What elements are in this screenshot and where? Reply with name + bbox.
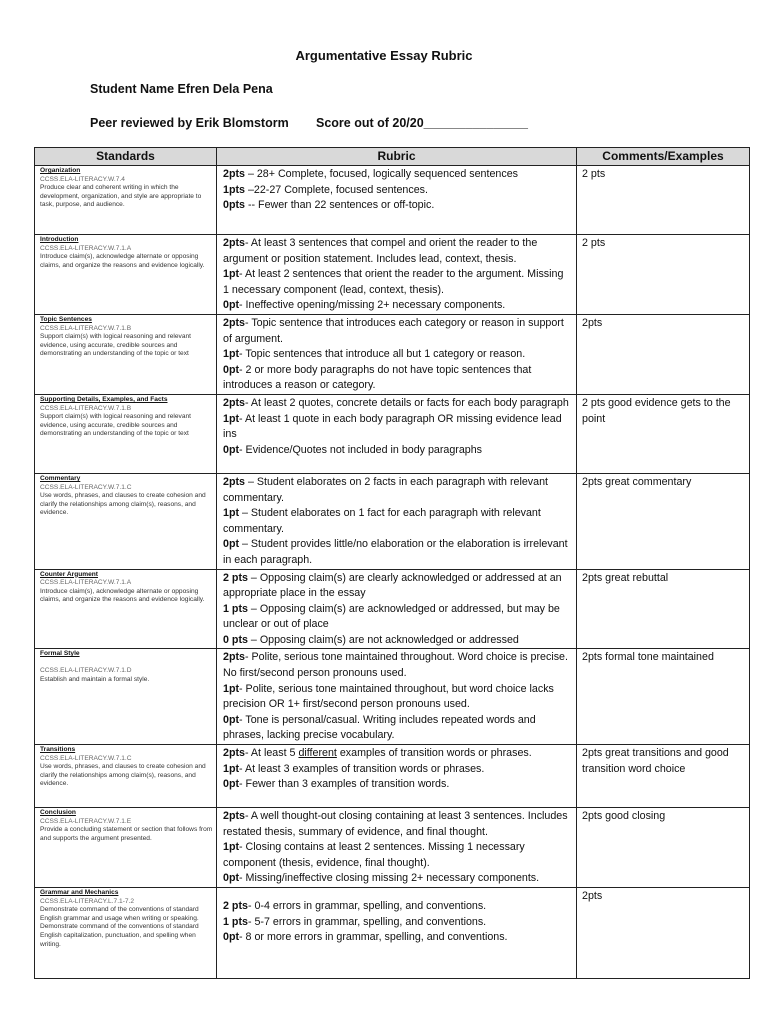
table-row xyxy=(35,473,750,569)
comment-text: 2pts formal tone maintained xyxy=(582,651,714,664)
rubric-cell xyxy=(217,745,577,808)
table-row xyxy=(35,394,750,473)
rubric-cell xyxy=(217,235,577,315)
rubric-line: 2pts – 28+ Complete, focused, logically sequenced sentences xyxy=(223,168,518,180)
rubric-line: 0pt- Tone is personal/casual. Writing includes repeated words and phrases, lacking precise vocabulary. xyxy=(223,713,536,742)
standard-title: Supporting Details, Examples, and Facts xyxy=(40,395,168,403)
standard-cell xyxy=(35,235,217,315)
comment-text: 2pts good closing xyxy=(582,810,666,823)
rubric-line: 2pts- At least 5 different examples of transition words or phrases. xyxy=(223,747,532,760)
standard-title: Introduction xyxy=(40,236,79,243)
rubric-line: 1pt – Student elaborates on 1 fact for each paragraph with relevant commentary. xyxy=(223,507,541,535)
standard-title: Organization xyxy=(40,167,81,174)
comment-cell xyxy=(577,166,750,235)
rubric-line: 0pt- Missing/ineffective closing missing 2+ necessary components. xyxy=(223,872,540,885)
rubric-line: 1pt- At least 1 quote in each body paragraph OR missing evidence lead ins xyxy=(223,412,562,441)
rubric-cell xyxy=(217,314,577,394)
standard-title: Formal Style xyxy=(40,650,80,658)
rubric-line: 2 pts – Opposing claim(s) are clearly acknowledged or addressed at an appropriate place in the essay xyxy=(223,571,562,600)
standard-text: Support claim(s) with logical reasoning and relevant evidence, using accurate, credible sources and demonstrating an understanding of the topic or text xyxy=(40,333,191,358)
rubric-cell xyxy=(217,649,577,745)
rubric-line: 1pt- At least 3 examples of transition words or phrases. xyxy=(223,762,485,775)
standard-text: Support claim(s) with logical reasoning and relevant evidence, using accurate, credible sources and demonstrating an understanding of the topic or text xyxy=(40,413,191,438)
rubric-cell xyxy=(217,808,577,888)
standard-cell xyxy=(35,394,217,473)
comment-cell xyxy=(577,314,750,394)
standard-text: Use words, phrases, and clauses to create cohesion and clarify the relationships among claim(s), reasons, and evidence. xyxy=(40,492,206,517)
rubric-line: 0pt- 8 or more errors in grammar, spelling, and conventions. xyxy=(223,931,508,944)
standard-cell xyxy=(35,888,217,979)
standard-code: CCSS.ELA-LITERACY.W.7.1.A xyxy=(40,579,132,587)
standard-title: Transitions xyxy=(40,746,76,754)
peer-reviewer: Peer reviewed by Erik Blomstorm xyxy=(90,116,289,130)
comment-text: 2pts great transitions and good transition word choice xyxy=(582,747,729,775)
standard-text: Provide a concluding statement or section that follows from and supports the argument presented. xyxy=(40,826,213,842)
table-row xyxy=(35,166,750,235)
rubric-line: 0pt- Ineffective opening/missing 2+ necessary components. xyxy=(223,299,506,312)
header-standards: Standards xyxy=(35,148,217,166)
table-row xyxy=(35,569,750,649)
comment-cell xyxy=(577,888,750,979)
standard-text: Demonstrate command of the conventions of standard English capitalization, punctuation, and spelling when writing. xyxy=(40,923,199,948)
peer-review-line xyxy=(90,116,528,130)
standard-cell xyxy=(35,649,217,745)
standard-code: CCSS.ELA-LITERACY.W.7.1.E xyxy=(40,817,132,825)
comment-text: 2pts xyxy=(582,316,603,329)
rubric-line: 2pts – Student elaborates on 2 facts in each paragraph with relevant commentary. xyxy=(223,475,548,504)
standard-cell xyxy=(35,314,217,394)
standard-title: Conclusion xyxy=(40,809,76,817)
rubric-line: 0pt- Evidence/Quotes not included in body paragraphs xyxy=(223,443,483,456)
rubric-line: 0pt- 2 or more body paragraphs do not have topic sentences that introduces a reason or category. xyxy=(223,363,532,392)
standard-title: Counter Argument xyxy=(40,570,98,578)
standard-cell xyxy=(35,745,217,808)
standard-title: Topic Sentences xyxy=(40,315,92,323)
standard-cell xyxy=(35,808,217,888)
standard-code: CCSS.ELA-LITERACY.W.7.1.B xyxy=(40,324,132,332)
standard-text: Introduce claim(s), acknowledge alternate or opposing claims, and organize the reasons and evidence logically. xyxy=(40,587,205,604)
rubric-line: 2pts- Polite, serious tone maintained throughout. Word choice is precise. No first/second person pronouns used. xyxy=(223,651,568,680)
comment-text: 2 pts xyxy=(582,168,606,180)
rubric-line: 1pt- Topic sentences that introduce all but 1 category or reason. xyxy=(223,348,526,361)
table-row xyxy=(35,808,750,888)
standard-text: Demonstrate command of the conventions of standard English grammar and usage when writing or speaking. xyxy=(40,906,199,922)
standard-code: CCSS.ELA-LITERACY.W.7.1.C xyxy=(40,483,132,491)
comment-text: 2pts xyxy=(582,890,603,902)
rubric-cell xyxy=(217,394,577,473)
comment-text: 2 pts xyxy=(582,237,606,249)
rubric-line: 2pts- At least 3 sentences that compel and orient the reader to the argument or position statement. Includes lead, context, thesis. xyxy=(223,237,538,265)
student-name-line: Student Name Efren Dela Pena xyxy=(90,82,273,96)
rubric-line: 1pt- At least 2 sentences that orient the reader to the argument. Missing 1 necessary component (lead, context, thesis). xyxy=(223,268,564,296)
table-row xyxy=(35,235,750,315)
standard-cell xyxy=(35,166,217,235)
rubric-line: 1 pts – Opposing claim(s) are acknowledged or addressed, but may be unclear or out of place xyxy=(223,602,560,631)
header-rubric: Rubric xyxy=(217,148,577,166)
rubric-line: 0pts -- Fewer than 22 sentences or off-topic. xyxy=(223,199,435,212)
rubric-line: 2pts- At least 2 quotes, concrete details or facts for each body paragraph xyxy=(223,396,569,409)
comment-cell xyxy=(577,649,750,745)
table-row xyxy=(35,888,750,979)
standard-text: Use words, phrases, and clauses to create cohesion and clarify the relationships among claim(s), reasons, and evidence. xyxy=(40,763,206,788)
rubric-line: 0pt- Fewer than 3 examples of transition words. xyxy=(223,778,450,791)
rubric-line: 1pts –22-27 Complete, focused sentences. xyxy=(223,183,428,196)
rubric-line: 2pts- A well thought-out closing containing at least 3 sentences. Includes restated thesis, summary of evidence, and final thought. xyxy=(223,810,568,838)
standard-code: CCSS.ELA-LITERACY.W.7.1.C xyxy=(40,754,132,762)
standard-cell xyxy=(35,569,217,649)
score-line: Score out of 20/20_______________ xyxy=(316,116,528,130)
comment-text: 2pts great rebuttal xyxy=(582,571,669,584)
comment-cell xyxy=(577,394,750,473)
rubric-line: 0 pts – Opposing claim(s) are not acknowledged or addressed xyxy=(223,633,519,646)
page-title: Argumentative Essay Rubric xyxy=(295,48,473,63)
table-row xyxy=(35,745,750,808)
comment-cell xyxy=(577,745,750,808)
standard-code: CCSS.ELA-LITERACY.L.7.1-7.2 xyxy=(40,897,135,905)
rubric-line: 1 pts- 5-7 errors in grammar, spelling, and conventions. xyxy=(223,915,487,928)
comment-text: 2pts great commentary xyxy=(582,475,692,488)
rubric-line: 2pts- Topic sentence that introduces each category or reason in support of argument. xyxy=(223,316,564,345)
standard-title: Commentary xyxy=(40,474,81,482)
standard-code: CCSS.ELA-LITERACY.W.7.1.A xyxy=(40,244,132,252)
comment-cell xyxy=(577,473,750,569)
table-row xyxy=(35,649,750,745)
rubric-line: 1pt- Closing contains at least 2 sentences. Missing 1 necessary component (thesis, evidence, final thought). xyxy=(223,841,525,869)
rubric-table xyxy=(34,147,750,979)
standard-cell xyxy=(35,473,217,569)
standard-title: Grammar and Mechanics xyxy=(40,889,119,896)
header-comments: Comments/Examples xyxy=(577,148,750,166)
table-header-row xyxy=(35,148,750,166)
standard-text: Establish and maintain a formal style. xyxy=(40,675,150,683)
rubric-line: 0pt – Student provides little/no elaboration or the elaboration is irrelevant in each paragraph. xyxy=(223,538,568,566)
rubric-line: 2 pts- 0-4 errors in grammar, spelling, and conventions. xyxy=(223,900,487,912)
rubric-line: 1pt- Polite, serious tone maintained throughout, but word choice lacks precision OR 1+ first/second person pronouns used. xyxy=(223,682,554,711)
rubric-cell xyxy=(217,473,577,569)
standard-text: Produce clear and coherent writing in which the development, organization, and style are appropriate to task, purpose, and audience. xyxy=(40,184,202,209)
standard-text: Introduce claim(s), acknowledge alternate or opposing claims, and organize the reasons and evidence logically. xyxy=(40,253,205,269)
rubric-cell xyxy=(217,166,577,235)
rubric-cell xyxy=(217,569,577,649)
comment-cell xyxy=(577,235,750,315)
standard-code: CCSS.ELA-LITERACY.W.7.4 xyxy=(40,175,125,183)
table-row xyxy=(35,314,750,394)
standard-code: CCSS.ELA-LITERACY.W.7.1.B xyxy=(40,404,132,412)
comment-text: 2 pts good evidence gets to the point xyxy=(582,396,731,425)
standard-code: CCSS.ELA-LITERACY.W.7.1.D xyxy=(40,667,132,675)
rubric-cell xyxy=(217,888,577,979)
comment-cell xyxy=(577,808,750,888)
comment-cell xyxy=(577,569,750,649)
